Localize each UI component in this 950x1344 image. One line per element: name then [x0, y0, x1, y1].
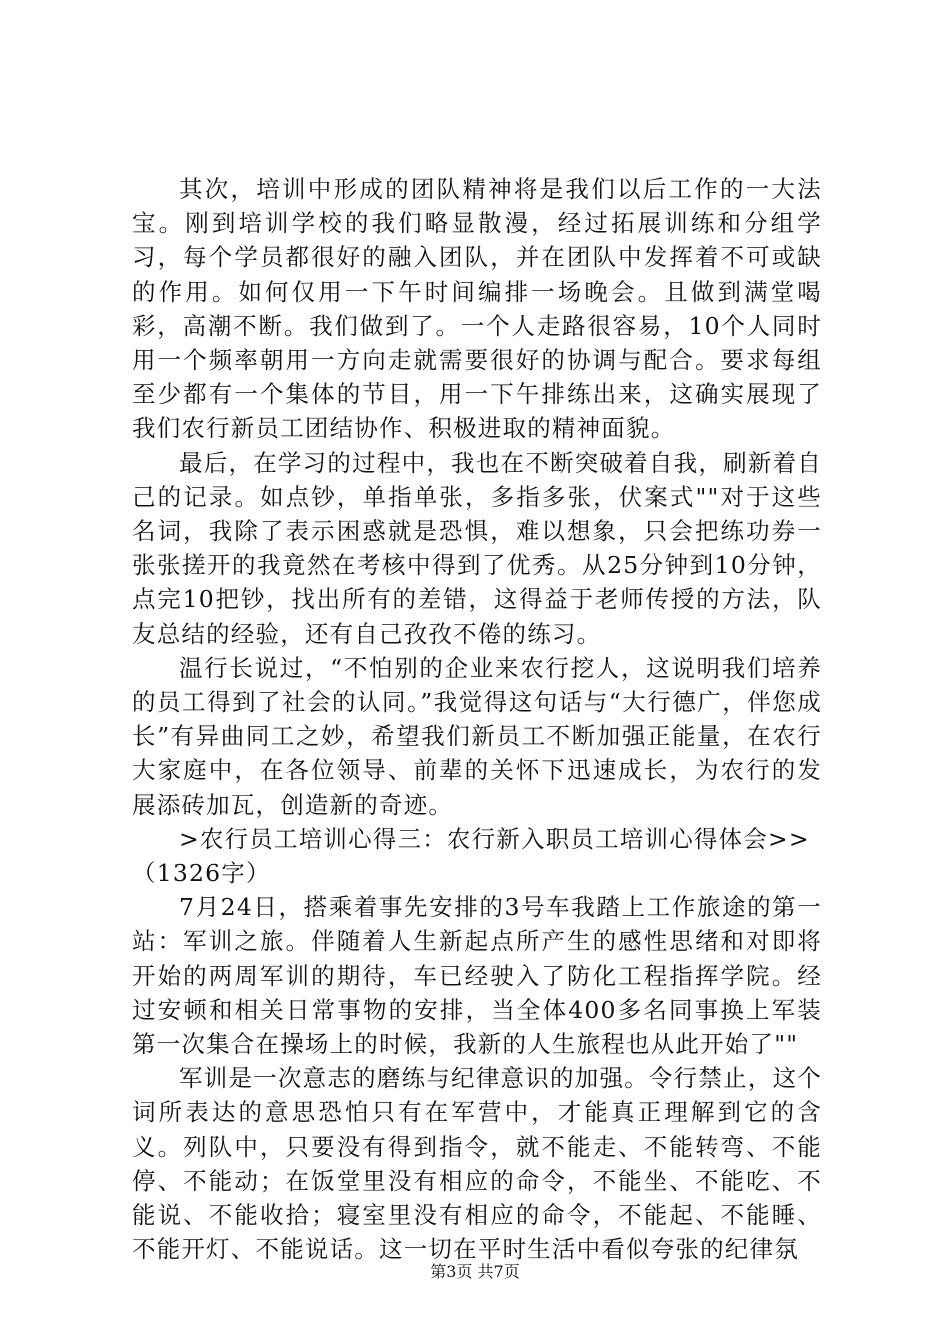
page-footer: 第3页 共7页: [430, 1262, 520, 1281]
word-count: （1326字）: [132, 859, 271, 888]
section-heading: >农行员工培训心得三：农行新入职员工培训心得体会>>: [179, 824, 810, 853]
paragraph-military-discipline: 军训是一次意志的磨练与纪律意识的加强。令行禁止，这个词所表达的意思恐怕只有在军营中，才能真正理解到它的含义。列队中，只要没有得到指令，就不能走、不能转弯、不能停、不能动；在饭堂里没有相应的命令，不能坐、不能吃、不能说、不能收拾；寝室里没有相应的命令，不能起、不能睡、不能开灯、不能说话。这一切在平时生活中看似夸张的纪律氛: [132, 1064, 822, 1264]
paragraph-president-quote: 温行长说过，“不怕别的企业来农行挖人，这说明我们培养的员工得到了社会的认同。”我觉得这句话与“大行德广，伴您成长”有异曲同工之妙，希望我们新员工不断加强正能量，在农行大家庭中，在各位领导、前辈的关怀下迅速成长，为农行的发展添砖加瓦，创造新的奇迹。: [132, 653, 822, 819]
paragraph-military-training-start: 7月24日，搭乘着事先安排的3号车我踏上工作旅途的第一站：军训之旅。伴随着人生新起点所产生的感性思绪和对即将开始的两周军训的期待，车已经驶入了防化工程指挥学院。经过安顿和相关日常事物的安排，当全体400多名同事换上军装第一次集合在操场上的时候，我新的人生旅程也从此开始了"": [132, 893, 822, 1059]
paragraph-self-breakthrough: 最后，在学习的过程中，我也在不断突破着自我，刷新着自己的记录。如点钞，单指单张，多指多张，伏案式""对于这些名词，我除了表示困惑就是恐惧，难以想象，只会把练功券一张张搓开的我竟然在考核中得到了优秀。从25分钟到10分钟，点完10把钞，找出所有的差错，这得益于老师传授的方法，队友总结的经验，还有自己孜孜不倦的练习。: [132, 448, 822, 648]
paragraph-team-spirit: 其次，培训中形成的团队精神将是我们以后工作的一大法宝。刚到培训学校的我们略显散漫，经过拓展训练和分组学习，每个学员都很好的融入团队，并在团队中发挥着不可或缺的作用。如何仅用一下午时间编排一场晚会。且做到满堂喝彩，高潮不断。我们做到了。一个人走路很容易，10个人同时用一个频率朝用一方向走就需要很好的协调与配合。要求每组至少都有一个集体的节目，用一下午排练出来，这确实展现了我们农行新员工团结协作、积极进取的精神面貌。: [132, 175, 822, 443]
document-body: [132, 172, 822, 1267]
